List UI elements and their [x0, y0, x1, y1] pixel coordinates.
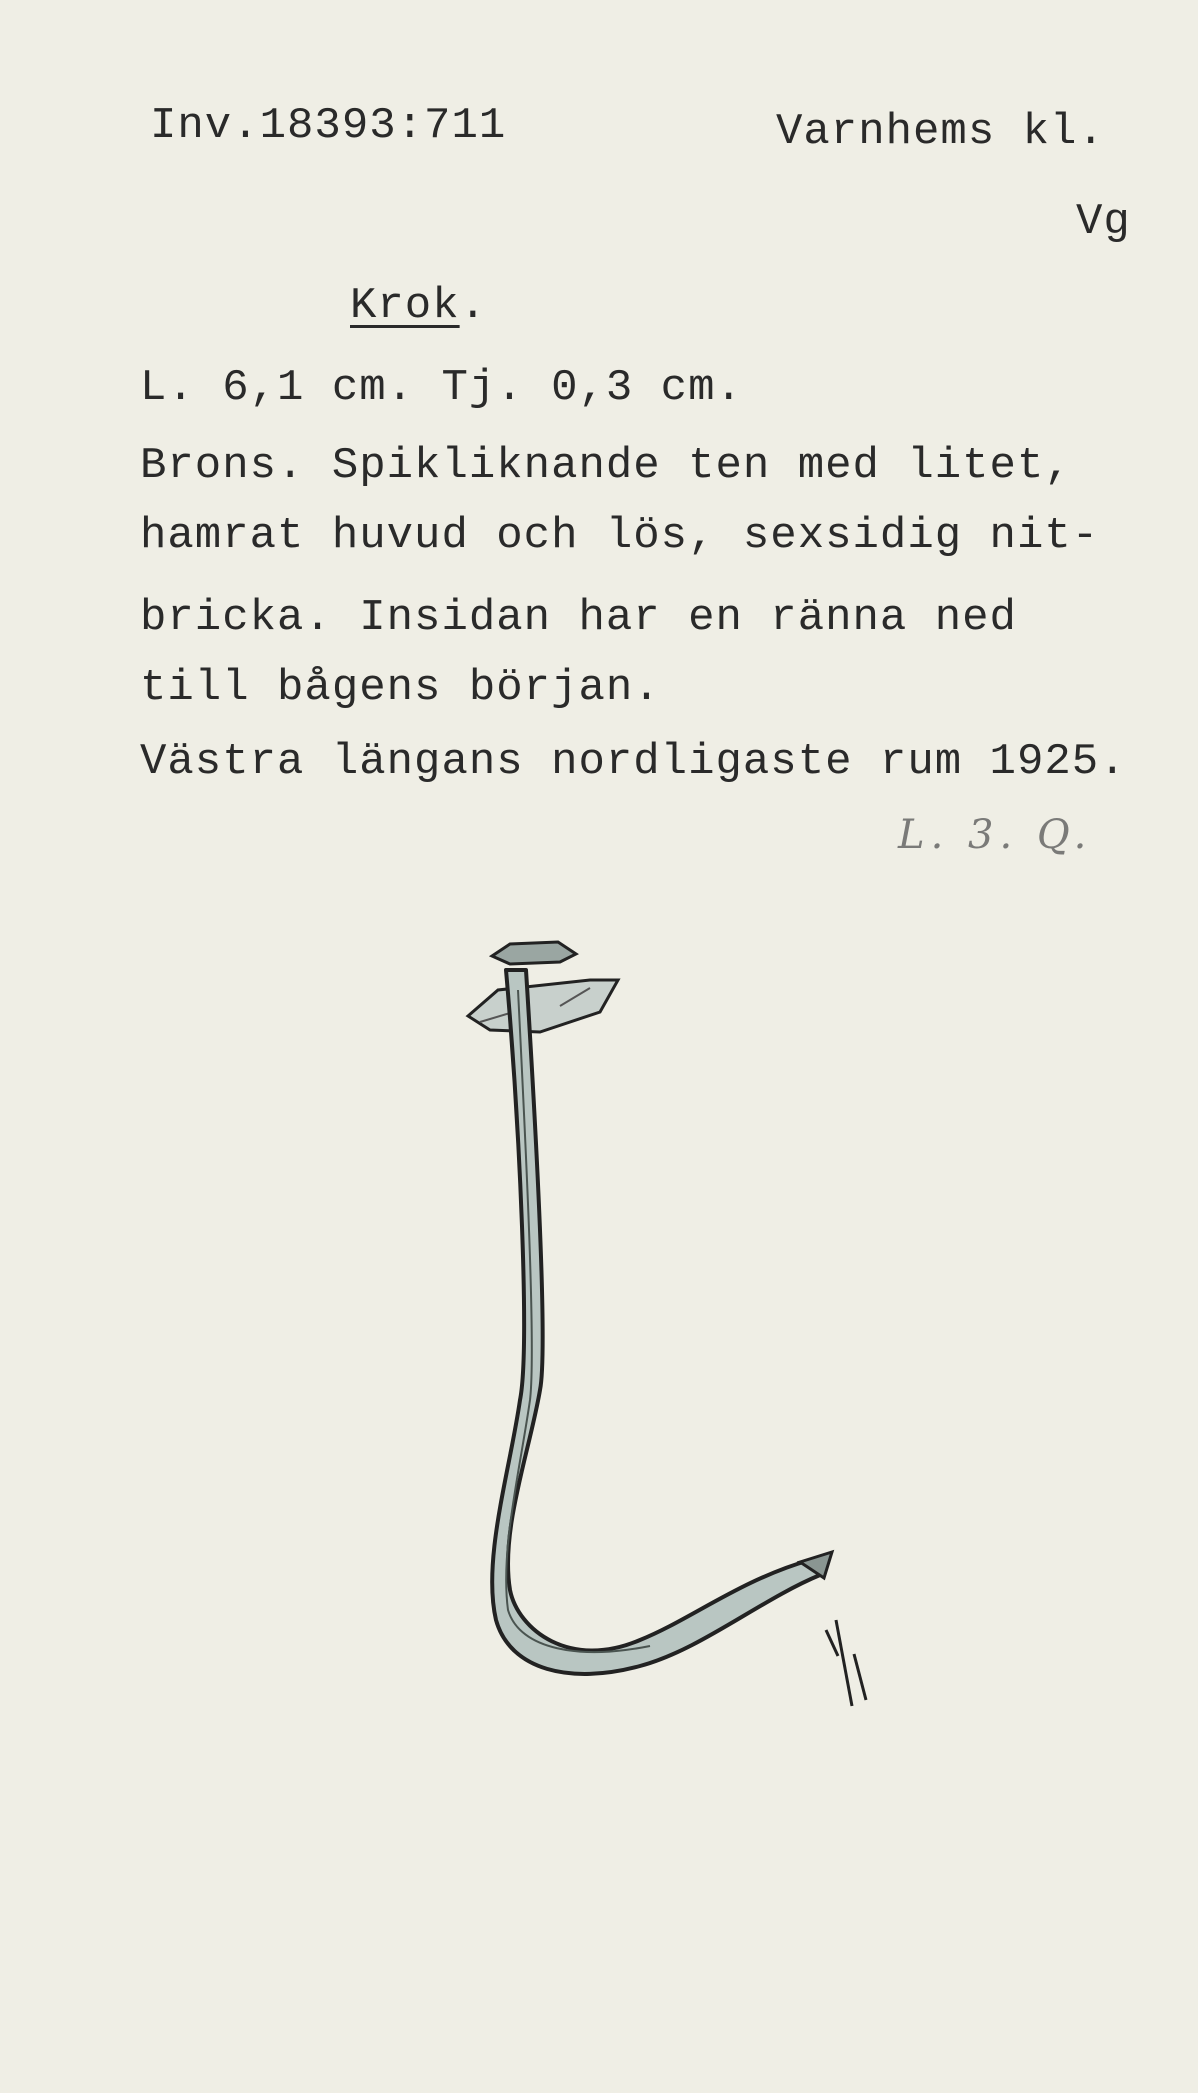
description-line-5: till bågens början.: [140, 663, 661, 713]
hook-drawing: [440, 930, 880, 1720]
object-title-punct: .: [459, 281, 488, 331]
description-line-2: Brons. Spikliknande ten med litet,: [140, 441, 1072, 491]
description-line-1: L. 6,1 cm. Tj. 0,3 cm.: [140, 363, 743, 413]
pencil-note: L. 3. Q.: [898, 812, 1093, 858]
inventory-number: Inv.18393:711: [150, 101, 507, 151]
scale-mark: [826, 1620, 866, 1706]
region-code: Vg: [1076, 197, 1131, 247]
description-line-6: Västra längans nordligaste rum 1925.: [140, 737, 1127, 787]
description-line-3: hamrat huvud och lös, sexsidig nit-: [140, 511, 1100, 561]
description-line-4: bricka. Insidan har en ränna ned: [140, 593, 1017, 643]
object-title: [350, 281, 488, 331]
hook-body: [492, 970, 820, 1674]
nail-head: [492, 942, 576, 964]
object-title-text: Krok: [350, 281, 460, 331]
hex-washer: [468, 980, 618, 1032]
site-name: Varnhems kl.: [776, 107, 1105, 157]
